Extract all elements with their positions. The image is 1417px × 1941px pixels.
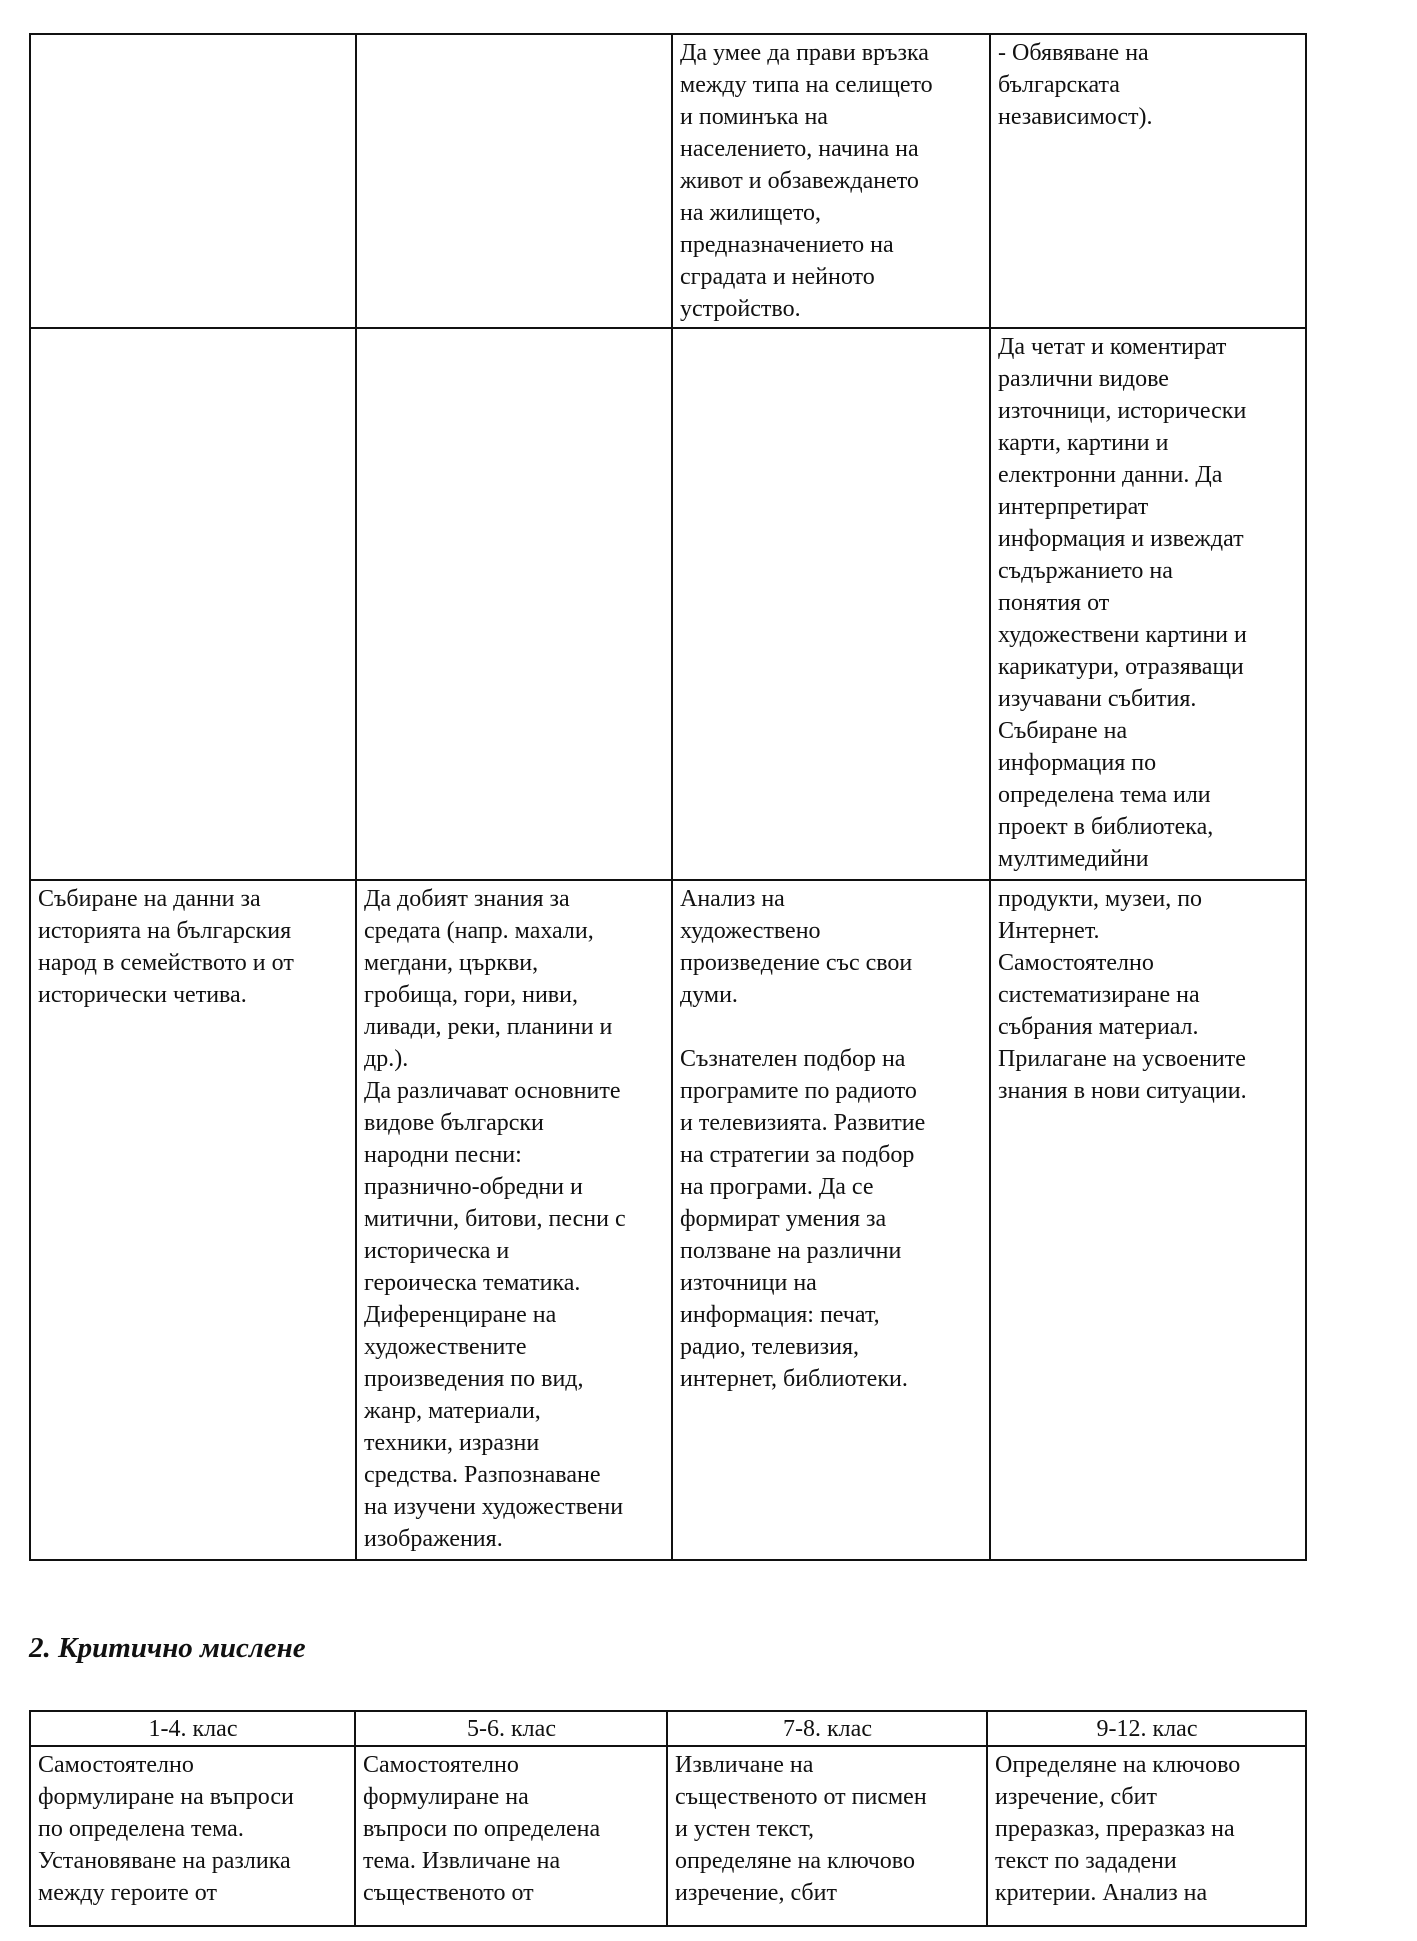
critical-thinking-table	[29, 1710, 1307, 1927]
table-cell-grade-1-4	[30, 328, 356, 880]
table-cell-grade-1-4	[30, 34, 356, 328]
table-cell-grade-5-6	[356, 34, 672, 328]
table-row	[30, 328, 1306, 880]
table-cell-grade-5-6: Самостоятелно формулиране на въпроси по определена тема. Извличане на същественото от	[355, 1746, 667, 1926]
table-cell-grade-9-12: Да четат и коментират различни видове източници, исторически карти, картини и електронни данни. Да интерпретират информация и извеждат съдържанието на понятия от художествени картини и карикатури, отразяващи изучавани събития. Събиране на информация по определена тема или проект в библиотека, мултимедийни	[990, 328, 1306, 880]
table-cell-grade-9-12: Определяне на ключово изречение, сбит преразказ, преразказ на текст по зададени критерии. Анализ на	[987, 1746, 1306, 1926]
column-header-grade-1-4: 1-4. клас	[30, 1711, 355, 1746]
column-header-grade-5-6: 5-6. клас	[355, 1711, 667, 1746]
table-cell-grade-5-6: Да добият знания за средата (напр. махали, мегдани, църкви, гробища, гори, ниви, ливади, реки, планини и др.). Да различават основните видове български народни песни: празнично-обредни и митични, битови, песни с историческа и героическа тематика. Диференциране на художествените произведения по вид, жанр, материали, техники, изразни средства. Разпознаване на изучени художествени изображения.	[356, 880, 672, 1560]
table-cell-grade-7-8: Извличане на същественото от писмен и устен текст, определяне на ключово изречение, сбит	[667, 1746, 987, 1926]
table-cell-grade-7-8	[672, 328, 990, 880]
section-heading: 2. Критично мислене	[29, 1632, 306, 1664]
table-row	[30, 1746, 1306, 1926]
table-cell-grade-7-8: Да умее да прави връзка между типа на селището и поминъка на населението, начина на живот и обзавеждането на жилището, предназначението на сградата и нейното устройство.	[672, 34, 990, 328]
table-cell-grade-5-6	[356, 328, 672, 880]
table-header-row	[30, 1711, 1306, 1746]
column-header-grade-9-12: 9-12. клас	[987, 1711, 1306, 1746]
table-cell-grade-1-4: Самостоятелно формулиране на въпроси по определена тема. Установяване на разлика между героите от	[30, 1746, 355, 1926]
table-cell-grade-7-8: Анализ на художествено произведение със свои думи. Съзнателен подбор на програмите по радиото и телевизията. Развитие на стратегии за подбор на програми. Да се формират умения за ползване на различни източници на информация: печат, радио, телевизия, интернет, библиотеки.	[672, 880, 990, 1560]
table-cell-grade-9-12: - Обявяване на българската независимост).	[990, 34, 1306, 328]
table-cell-grade-1-4: Събиране на данни за историята на българския народ в семейството и от исторически четива.	[30, 880, 356, 1560]
curriculum-table-continued	[29, 33, 1307, 1561]
column-header-grade-7-8: 7-8. клас	[667, 1711, 987, 1746]
table-cell-grade-9-12: продукти, музеи, по Интернет. Самостоятелно систематизиране на събрания материал. Прилагане на усвоените знания в нови ситуации.	[990, 880, 1306, 1560]
table-row	[30, 880, 1306, 1560]
table-row	[30, 34, 1306, 328]
